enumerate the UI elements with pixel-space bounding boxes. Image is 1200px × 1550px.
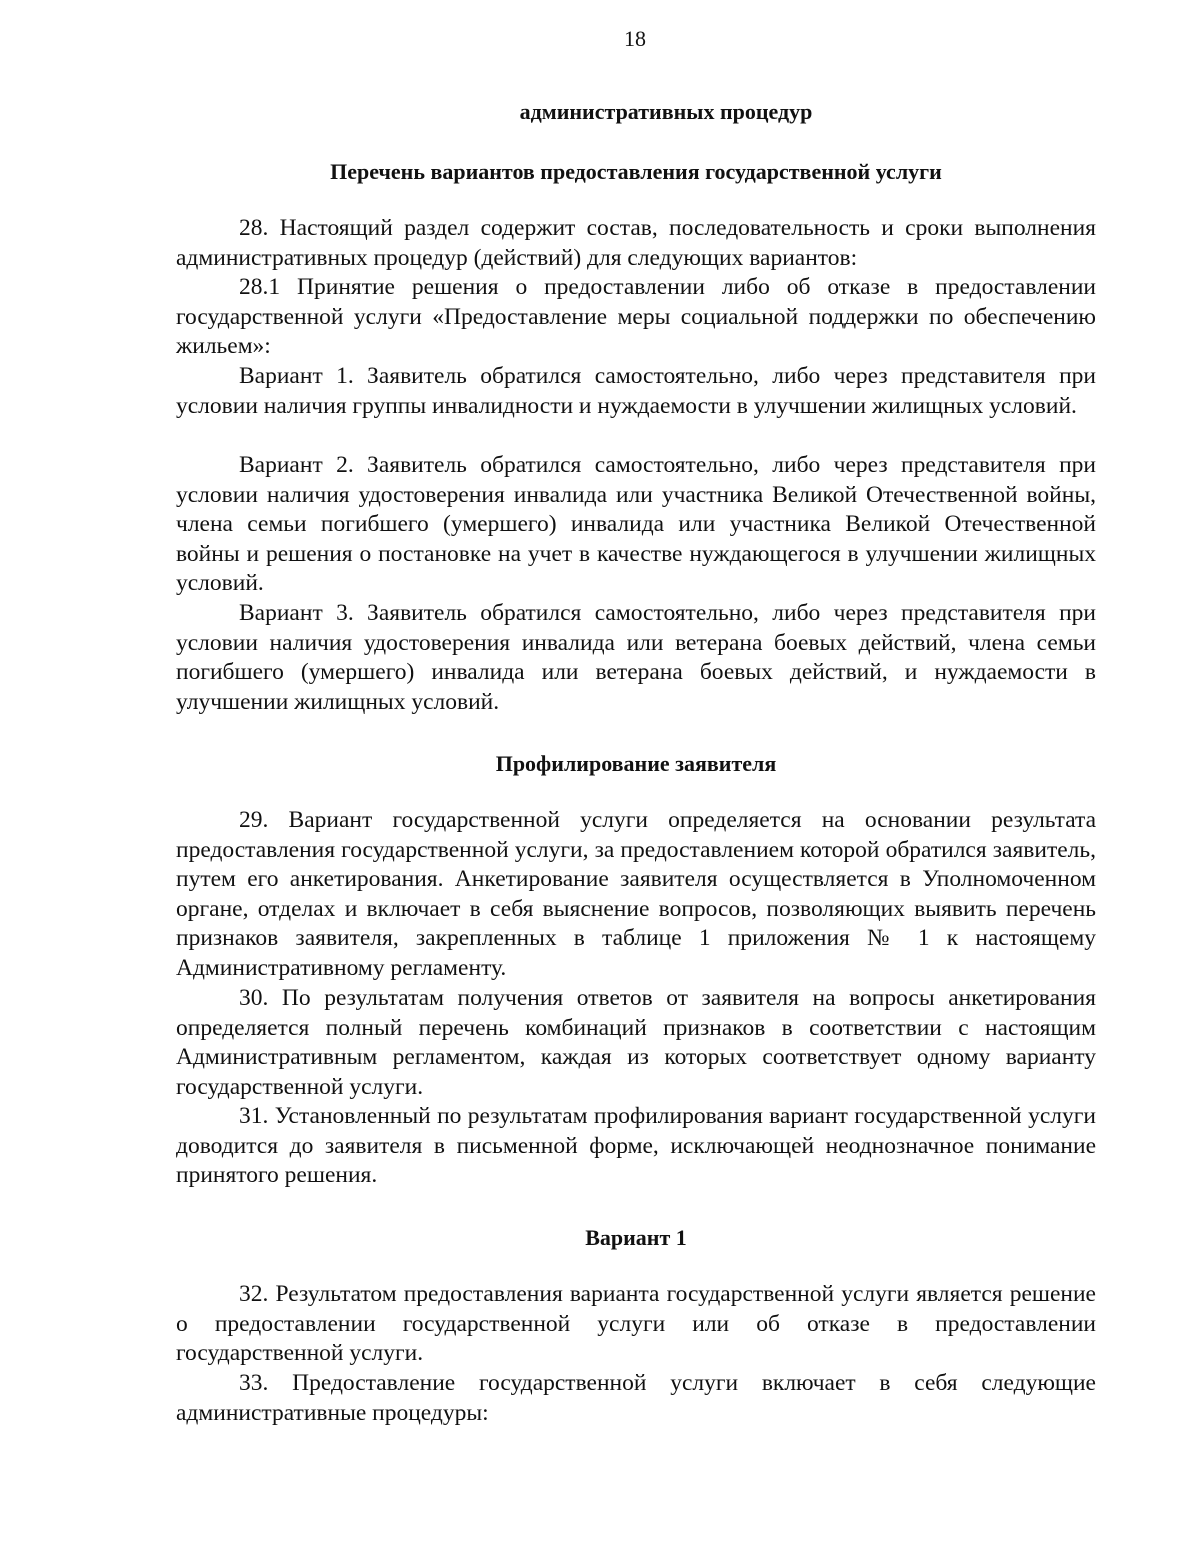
paragraph-28-1: 28.1 Принятие решения о предоставлении либо об отказе в предоставлении государственной услуги «Предоставление меры социальной поддержки по обеспечению жильем»: xyxy=(176,274,1096,359)
paragraph-33: 33. Предоставление государственной услуги включает в себя следующие административные процедуры: xyxy=(176,1370,1096,1426)
paragraph-31: 31. Установленный по результатам профилирования вариант государственной услуги доводится до заявителя в письменной форме, исключающей неоднозначное понимание принятого решения. xyxy=(176,1103,1096,1188)
paragraph-variant-2: Вариант 2. Заявитель обратился самостоятельно, либо через представителя при условии наличия удостоверения инвалида или участника Великой Отечественной войны, члена семьи погибшего (умершего) инвалида или участника Великой Отечественной войны и решения о постановке на учет в качестве нуждающегося в улучшении жилищных условий. xyxy=(176,452,1096,596)
continued-section-heading: административных процедур xyxy=(519,99,813,124)
section-heading-profiling: Профилирование заявителя xyxy=(495,751,777,776)
section-heading-variant-1: Вариант 1 xyxy=(585,1225,687,1250)
paragraph-28: 28. Настоящий раздел содержит состав, последовательность и сроки выполнения административных процедур (действий) для следующих вариантов: xyxy=(176,215,1096,271)
section-heading-variants-list: Перечень вариантов предоставления государственной услуги xyxy=(330,159,942,184)
paragraph-29: 29. Вариант государственной услуги определяется на основании результата предоставления государственной услуги, за предоставлением которой обратился заявитель, путем его анкетирования. Анкетирование заявителя осуществляется в Уполномоченном органе, отделах и включает в себя выяснение вопросов, позволяющих выявить перечень признаков заявителя, закрепленных в таблице 1 приложения № 1 к настоящему Административному регламенту. xyxy=(176,807,1096,981)
page-number: 18 xyxy=(624,26,646,51)
paragraph-30: 30. По результатам получения ответов от заявителя на вопросы анкетирования определяется полный перечень комбинаций признаков в соответствии с настоящим Административным регламентом, каждая из которых соответствует одному варианту государственной услуги. xyxy=(176,985,1096,1100)
paragraph-32: 32. Результатом предоставления варианта государственной услуги является решение о предоставлении государственной услуги или об отказе в предоставлении государственной услуги. xyxy=(176,1281,1096,1366)
paragraph-variant-3: Вариант 3. Заявитель обратился самостоятельно, либо через представителя при условии наличия удостоверения инвалида или ветерана боевых действий, члена семьи погибшего (умершего) инвалида или ветерана боевых действий, и нуждаемости в улучшении жилищных условий. xyxy=(176,600,1096,715)
paragraph-variant-1: Вариант 1. Заявитель обратился самостоятельно, либо через представителя при условии наличия группы инвалидности и нуждаемости в улучшении жилищных условий. xyxy=(176,363,1096,419)
